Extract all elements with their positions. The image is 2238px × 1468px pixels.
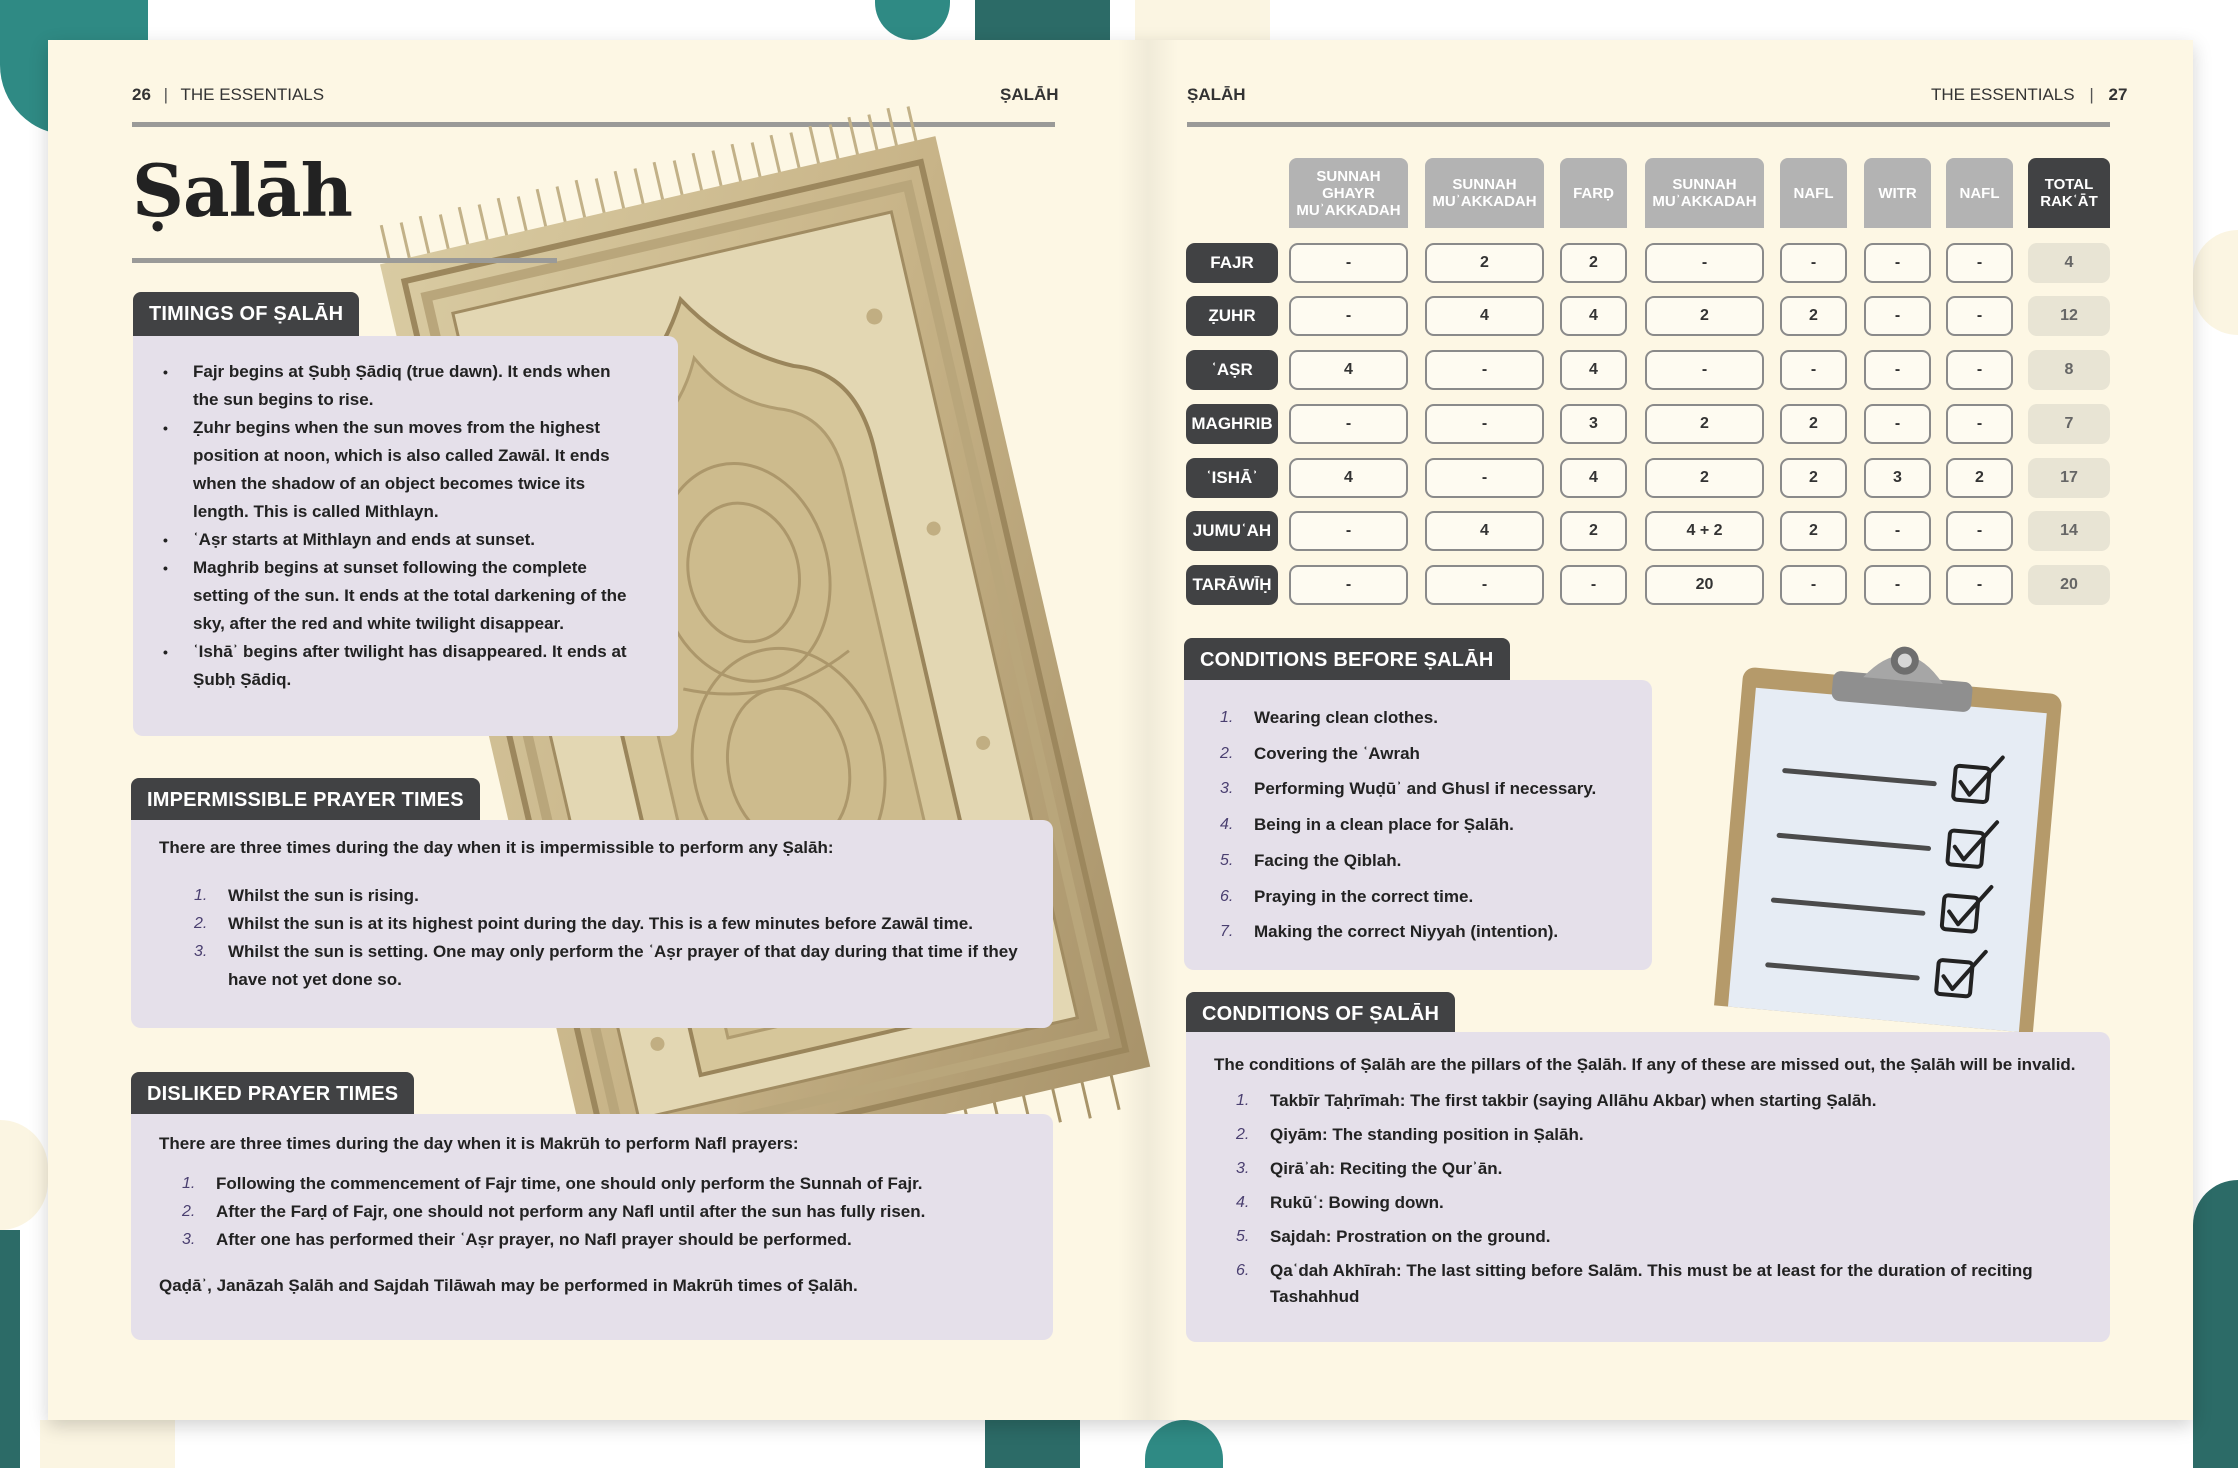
list-text: Making the correct Niyyah (intention). <box>1254 922 1559 942</box>
disliked-intro: There are three times during the day when it is Makrūh to perform Nafl prayers: <box>159 1134 799 1153</box>
table-cell: - <box>1289 296 1408 336</box>
table-cell: - <box>1425 404 1544 444</box>
total-cell: 20 <box>2028 565 2110 605</box>
impermissible-box <box>131 820 1053 1028</box>
conditions-of-intro: The conditions of Ṣalāh are the pillars of the Ṣalāh. If any of these are missed out, the Ṣalāh will be invalid. <box>1214 1055 2076 1074</box>
table-cell: - <box>1289 243 1408 283</box>
row-header: FAJR <box>1186 243 1278 283</box>
row-header: JUMUʿAH <box>1186 511 1278 551</box>
table-cell: - <box>1864 243 1931 283</box>
total-cell: 7 <box>2028 404 2110 444</box>
checklist-clipboard-icon <box>1694 625 2086 1035</box>
list-text: Qirāʾah: Reciting the Qurʾān. <box>1270 1159 1503 1178</box>
list-item: • Maghrib begins at sunset following the complete setting of the sun. It ends at the total darkening of the sky, after the red and white twilight disappear. <box>155 554 638 638</box>
list-text: Whilst the sun is rising. <box>228 886 419 905</box>
table-cell: 2 <box>1946 458 2013 498</box>
table-cell: 2 <box>1560 243 1627 283</box>
table-cell: 4 <box>1560 350 1627 390</box>
timings-box <box>133 336 678 736</box>
list-text: Praying in the correct time. <box>1254 886 1474 906</box>
right-running-header <box>1931 85 2127 105</box>
decor-shape <box>1135 0 1270 40</box>
list-text: Qiyām: The standing position in Ṣalāh. <box>1270 1125 1584 1144</box>
list-number: 1. <box>182 1175 196 1192</box>
table-cell: 3 <box>1560 404 1627 444</box>
table-cell: 2 <box>1645 404 1764 444</box>
list-item <box>1236 1220 2090 1254</box>
table-cell: - <box>1289 565 1408 605</box>
conditions-before-box <box>1184 680 1652 970</box>
list-number: 1. <box>1236 1092 1250 1109</box>
table-cell: - <box>1946 565 2013 605</box>
decor-shape <box>975 0 1110 40</box>
list-text: Performing Wuḍūʾ and Ghusl if necessary. <box>1254 779 1597 799</box>
table-cell: - <box>1425 565 1544 605</box>
list-number: 3. <box>194 943 208 960</box>
table-cell: 2 <box>1560 511 1627 551</box>
conditions-of-list <box>1214 1084 2090 1310</box>
total-cell: 12 <box>2028 296 2110 336</box>
column-header: SUNNAH MUʾAKKADAH <box>1645 158 1764 228</box>
list-item <box>1220 843 1638 879</box>
list-number: 2. <box>1236 1126 1250 1143</box>
list-item: • ʿIshāʾ begins after twilight has disappeared. It ends at Ṣubḥ Ṣādiq. <box>155 638 638 694</box>
table-cell: 4 <box>1560 458 1627 498</box>
list-number: 2. <box>182 1203 196 1220</box>
list-text: Takbīr Taḥrīmah: The first takbir (saying Allāhu Akbar) when starting Ṣalāh. <box>1270 1091 1877 1110</box>
row-header: ẒUHR <box>1186 296 1278 336</box>
list-number: 3. <box>182 1231 196 1248</box>
table-cell: - <box>1560 565 1627 605</box>
left-section-head: ṢALĀH <box>1000 85 1059 104</box>
table-cell: - <box>1645 350 1764 390</box>
list-number: 5. <box>1236 1228 1250 1245</box>
list-text: Covering the ʿAwrah <box>1254 743 1420 763</box>
row-header: MAGHRIB <box>1186 404 1278 444</box>
table-cell: 20 <box>1645 565 1764 605</box>
decor-shape <box>0 1230 20 1468</box>
impermissible-intro: There are three times during the day when it is impermissible to perform any Ṣalāh: <box>159 838 834 857</box>
list-item <box>1220 700 1638 736</box>
list-item <box>194 882 1027 910</box>
list-number: 3. <box>1236 1160 1250 1177</box>
running-head: THE ESSENTIALS <box>180 85 325 104</box>
table-cell: 4 <box>1425 296 1544 336</box>
list-number: 7. <box>1220 923 1234 941</box>
list-item <box>194 938 1027 994</box>
decor-shape <box>985 1420 1080 1468</box>
decor-shape <box>40 1420 175 1468</box>
list-text: Qaʿdah Akhīrah: The last sitting before Salām. This must be at least for the duration of reciting Tashahhud <box>1270 1261 2033 1306</box>
total-cell: 14 <box>2028 511 2110 551</box>
conditions-before-list <box>1220 700 1638 950</box>
list-item <box>1236 1152 2090 1186</box>
conditions-before-heading: CONDITIONS BEFORE ṢALĀH <box>1184 638 1510 682</box>
table-cell: 2 <box>1780 511 1847 551</box>
list-item <box>182 1198 1027 1226</box>
list-item <box>1220 807 1638 843</box>
table-cell: 2 <box>1780 296 1847 336</box>
timings-heading: TIMINGS OF ṢALĀH <box>133 292 359 336</box>
list-number: 4. <box>1236 1194 1250 1211</box>
column-header: WITR <box>1864 158 1931 228</box>
list-item <box>182 1226 1027 1254</box>
page-number: 27 <box>2108 85 2128 104</box>
table-cell: 2 <box>1425 243 1544 283</box>
list-number: 4. <box>1220 816 1234 834</box>
disliked-footer: Qaḍāʾ, Janāzah Ṣalāh and Sajdah Tilāwah may be performed in Makrūh times of Ṣalāh. <box>159 1276 858 1295</box>
list-text: Being in a clean place for Ṣalāh. <box>1254 815 1514 835</box>
list-number: 6. <box>1220 887 1234 905</box>
column-header: SUNNAH MUʾAKKADAH <box>1425 158 1544 228</box>
row-header: TARĀWĪḤ <box>1186 565 1278 605</box>
table-cell: 2 <box>1780 404 1847 444</box>
disliked-list <box>159 1170 1027 1254</box>
list-text: After one has performed their ʿAṣr prayer, no Nafl prayer should be performed. <box>216 1230 852 1249</box>
table-cell: - <box>1780 243 1847 283</box>
list-text: Wearing clean clothes. <box>1254 708 1438 727</box>
decor-shape <box>1145 1420 1223 1468</box>
header-divider: | <box>163 85 169 104</box>
table-cell: - <box>1946 243 2013 283</box>
decor-shape <box>0 1120 48 1230</box>
table-cell: - <box>1289 511 1408 551</box>
left-running-header <box>132 85 324 105</box>
table-cell: - <box>1425 458 1544 498</box>
column-header: NAFL <box>1946 158 2013 228</box>
column-header: TOTAL RAKʿĀT <box>2028 158 2110 228</box>
table-cell: - <box>1864 511 1931 551</box>
list-item <box>1220 914 1638 950</box>
page-title: Ṣalāh <box>132 148 352 233</box>
list-number: 1. <box>194 887 208 904</box>
table-cell: 2 <box>1780 458 1847 498</box>
right-section-head: ṢALĀH <box>1187 85 1246 104</box>
list-item <box>182 1170 1027 1198</box>
table-cell: 2 <box>1645 296 1764 336</box>
list-number: 2. <box>1220 744 1234 762</box>
list-number: 2. <box>194 915 208 932</box>
table-cell: 4 <box>1289 350 1408 390</box>
column-header: FARḌ <box>1560 158 1627 228</box>
table-cell: 4 <box>1425 511 1544 551</box>
table-cell: - <box>1946 404 2013 444</box>
running-head: THE ESSENTIALS <box>1931 85 2075 104</box>
table-cell: - <box>1864 565 1931 605</box>
list-number: 3. <box>1220 780 1234 798</box>
total-cell: 8 <box>2028 350 2110 390</box>
timings-list <box>155 358 638 694</box>
table-cell: - <box>1645 243 1764 283</box>
conditions-of-heading: CONDITIONS OF ṢALĀH <box>1186 992 1455 1036</box>
table-cell: 4 <box>1560 296 1627 336</box>
table-cell: - <box>1425 350 1544 390</box>
header-divider: | <box>2089 85 2094 104</box>
row-header: ʿISHĀʾ <box>1186 458 1278 498</box>
table-cell: - <box>1864 404 1931 444</box>
list-text: Rukūʿ: Bowing down. <box>1270 1193 1444 1212</box>
page-number: 26 <box>132 85 151 104</box>
list-text: Sajdah: Prostration on the ground. <box>1270 1227 1551 1246</box>
total-cell: 17 <box>2028 458 2110 498</box>
list-item <box>1220 879 1638 915</box>
table-cell: 2 <box>1645 458 1764 498</box>
list-number: 5. <box>1220 851 1234 869</box>
list-item: • Fajr begins at Ṣubḥ Ṣādiq (true dawn). It ends when the sun begins to rise. <box>155 358 638 414</box>
list-number: 6. <box>1236 1262 1250 1279</box>
right-header-rule <box>1187 122 2110 127</box>
impermissible-heading: IMPERMISSIBLE PRAYER TIMES <box>131 778 480 822</box>
list-item: • Ẓuhr begins when the sun moves from the highest position at noon, which is also called Zawāl. It ends when the shadow of an object becomes twice its length. This is called Mithlayn. <box>155 414 638 526</box>
list-item <box>1236 1118 2090 1152</box>
table-cell: 4 + 2 <box>1645 511 1764 551</box>
list-text: Facing the Qiblah. <box>1254 850 1402 870</box>
decor-shape <box>875 0 950 40</box>
table-cell: - <box>1780 565 1847 605</box>
table-cell: 4 <box>1289 458 1408 498</box>
list-text: Whilst the sun is at its highest point during the day. This is a few minutes before Zawāl time. <box>228 914 973 933</box>
decor-shape <box>2193 230 2238 335</box>
list-item <box>1220 771 1638 807</box>
table-cell: - <box>1780 350 1847 390</box>
table-cell: - <box>1864 350 1931 390</box>
column-header: NAFL <box>1780 158 1847 228</box>
row-header: ʿAṢR <box>1186 350 1278 390</box>
table-cell: - <box>1946 511 2013 551</box>
conditions-of-box <box>1186 1032 2110 1342</box>
list-item <box>1220 736 1638 772</box>
list-number: 1. <box>1220 709 1234 726</box>
decor-shape <box>2193 1180 2238 1468</box>
list-text: Whilst the sun is setting. One may only perform the ʿAṣr prayer of that day during that time if they have not yet done so. <box>228 942 1018 989</box>
table-cell: - <box>1864 296 1931 336</box>
disliked-heading: DISLIKED PRAYER TIMES <box>131 1072 414 1116</box>
title-rule <box>132 258 557 263</box>
disliked-box <box>131 1114 1053 1340</box>
list-text: Following the commencement of Fajr time, one should only perform the Sunnah of Fajr. <box>216 1174 923 1193</box>
table-cell: 3 <box>1864 458 1931 498</box>
impermissible-list <box>159 882 1027 994</box>
list-item <box>1236 1254 2090 1310</box>
list-item <box>1236 1084 2090 1118</box>
table-cell: - <box>1289 404 1408 444</box>
table-cell: - <box>1946 296 2013 336</box>
column-header: SUNNAH GHAYR MUʾAKKADAH <box>1289 158 1408 228</box>
list-item <box>1236 1186 2090 1220</box>
total-cell: 4 <box>2028 243 2110 283</box>
table-cell: - <box>1946 350 2013 390</box>
book-spine <box>1118 40 1178 1420</box>
list-text: After the Farḍ of Fajr, one should not perform any Nafl until after the sun has fully risen. <box>216 1202 926 1221</box>
list-item: • ʿAṣr starts at Mithlayn and ends at sunset. <box>155 526 638 554</box>
list-item <box>194 910 1027 938</box>
